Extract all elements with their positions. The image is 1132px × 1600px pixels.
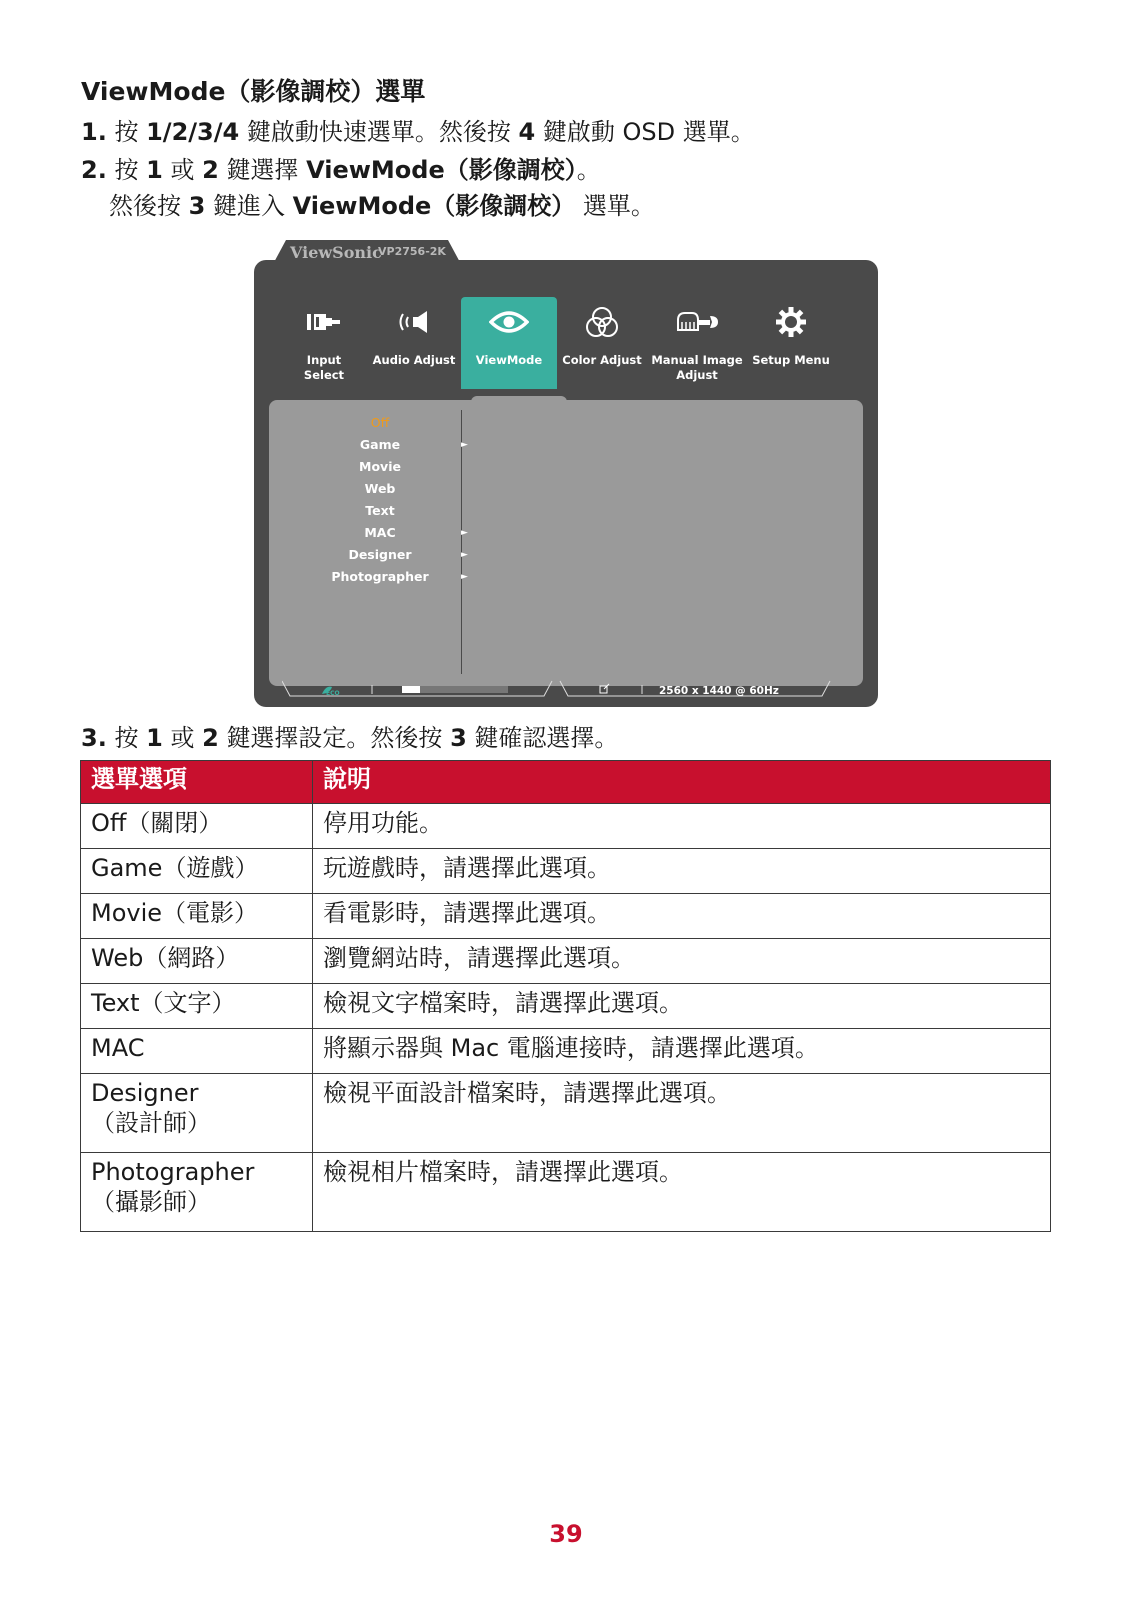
header-menu-option: 選單選項 bbox=[81, 761, 313, 804]
table-row bbox=[81, 1074, 1051, 1153]
table-row bbox=[81, 984, 1051, 1029]
description-cell: 看電影時，請選擇此選項。 bbox=[313, 894, 1051, 939]
option-cell: Off（關閉） bbox=[81, 804, 313, 849]
menu-item-setup-menu[interactable] bbox=[743, 297, 839, 389]
input-select-icon bbox=[276, 305, 372, 339]
option-cell: Photographer （攝影師） bbox=[81, 1153, 313, 1232]
table-row bbox=[81, 894, 1051, 939]
brand-logo: ViewSonic bbox=[290, 243, 382, 262]
table-row bbox=[81, 939, 1051, 984]
manual-adjust-icon bbox=[649, 305, 745, 339]
table-row bbox=[81, 1029, 1051, 1074]
header-description: 說明 bbox=[313, 761, 1051, 804]
option-cell: MAC bbox=[81, 1029, 313, 1074]
external-link-icon bbox=[600, 684, 609, 693]
color-circles-icon bbox=[554, 305, 650, 339]
submenu-item-photographer[interactable]: Photographer bbox=[331, 569, 429, 584]
gear-icon bbox=[743, 305, 839, 339]
menu-label: Setup Menu bbox=[752, 353, 830, 367]
page-number: 39 bbox=[549, 1520, 583, 1548]
page-heading: ViewMode（影像調校）選單 bbox=[81, 77, 426, 106]
submenu-arrow-icon: ► bbox=[461, 528, 468, 538]
option-cell: Movie（電影） bbox=[81, 894, 313, 939]
menu-label: ViewMode bbox=[475, 353, 543, 367]
table-row bbox=[81, 804, 1051, 849]
menu-label: Select bbox=[303, 368, 345, 382]
submenu-arrow-icon: ► bbox=[461, 572, 468, 582]
option-cell: Game（遊戲） bbox=[81, 849, 313, 894]
option-cell: Text（文字） bbox=[81, 984, 313, 1029]
table-header-row bbox=[81, 761, 1051, 804]
menu-item-color-adjust[interactable] bbox=[554, 297, 650, 389]
audio-icon bbox=[366, 305, 462, 339]
submenu-item-movie[interactable]: Movie bbox=[359, 459, 401, 474]
eco-label: ECO bbox=[326, 690, 340, 697]
option-cell: Web（網路） bbox=[81, 939, 313, 984]
description-cell: 玩遊戲時，請選擇此選項。 bbox=[313, 849, 1051, 894]
step-3: 3. 按 1 或 2 鍵選擇設定。然後按 3 鍵確認選擇。 bbox=[81, 724, 619, 752]
osd-frame bbox=[254, 260, 878, 707]
brightness-meter-icon bbox=[402, 686, 508, 693]
table-row bbox=[81, 849, 1051, 894]
submenu-arrow-icon: ► bbox=[461, 550, 468, 560]
menu-label: Manual Image bbox=[651, 353, 743, 367]
eye-icon bbox=[461, 305, 557, 339]
table-row bbox=[81, 1153, 1051, 1232]
description-cell: 檢視平面設計檔案時，請選擇此選項。 bbox=[313, 1074, 1051, 1153]
menu-label: Input bbox=[306, 353, 342, 367]
description-cell: 瀏覽網站時，請選擇此選項。 bbox=[313, 939, 1051, 984]
submenu-item-designer[interactable]: Designer bbox=[348, 547, 412, 562]
osd-screenshot bbox=[254, 240, 878, 707]
model-name: VP2756-2K bbox=[378, 245, 446, 258]
menu-item-manual-image-adjust[interactable] bbox=[649, 297, 745, 389]
menu-label: Adjust bbox=[676, 368, 718, 382]
description-cell: 檢視文字檔案時，請選擇此選項。 bbox=[313, 984, 1051, 1029]
menu-item-viewmode[interactable] bbox=[461, 297, 557, 389]
step-2-continued: 然後按 3 鍵進入 ViewMode（影像調校） 選單。 bbox=[109, 192, 655, 220]
step-1: 1. 按 1/2/3/4 鍵啟動快速選單。然後按 4 鍵啟動 OSD 選單。 bbox=[81, 118, 755, 146]
submenu-item-off[interactable]: Off bbox=[370, 415, 390, 430]
menu-item-audio-adjust[interactable] bbox=[366, 297, 462, 389]
menu-label: Color Adjust bbox=[562, 353, 642, 367]
submenu-panel bbox=[269, 400, 863, 686]
options-table bbox=[80, 760, 1051, 1232]
submenu-item-game[interactable]: Game bbox=[359, 437, 401, 452]
step-2: 2. 按 1 或 2 鍵選擇 ViewMode（影像調校）。 bbox=[81, 156, 601, 184]
description-cell: 停用功能。 bbox=[313, 804, 1051, 849]
menu-label: Audio Adjust bbox=[372, 353, 456, 367]
description-cell: 將顯示器與 Mac 電腦連接時，請選擇此選項。 bbox=[313, 1029, 1051, 1074]
resolution-readout: 2560 x 1440 @ 60Hz bbox=[659, 685, 779, 697]
submenu-arrow-icon: ► bbox=[461, 440, 468, 450]
submenu-item-text[interactable]: Text bbox=[365, 503, 395, 518]
option-cell: Designer （設計師） bbox=[81, 1074, 313, 1153]
submenu-item-web[interactable]: Web bbox=[364, 481, 396, 496]
submenu-item-mac[interactable]: MAC bbox=[364, 525, 396, 540]
menu-item-input-select[interactable] bbox=[276, 297, 372, 389]
description-cell: 檢視相片檔案時，請選擇此選項。 bbox=[313, 1153, 1051, 1232]
